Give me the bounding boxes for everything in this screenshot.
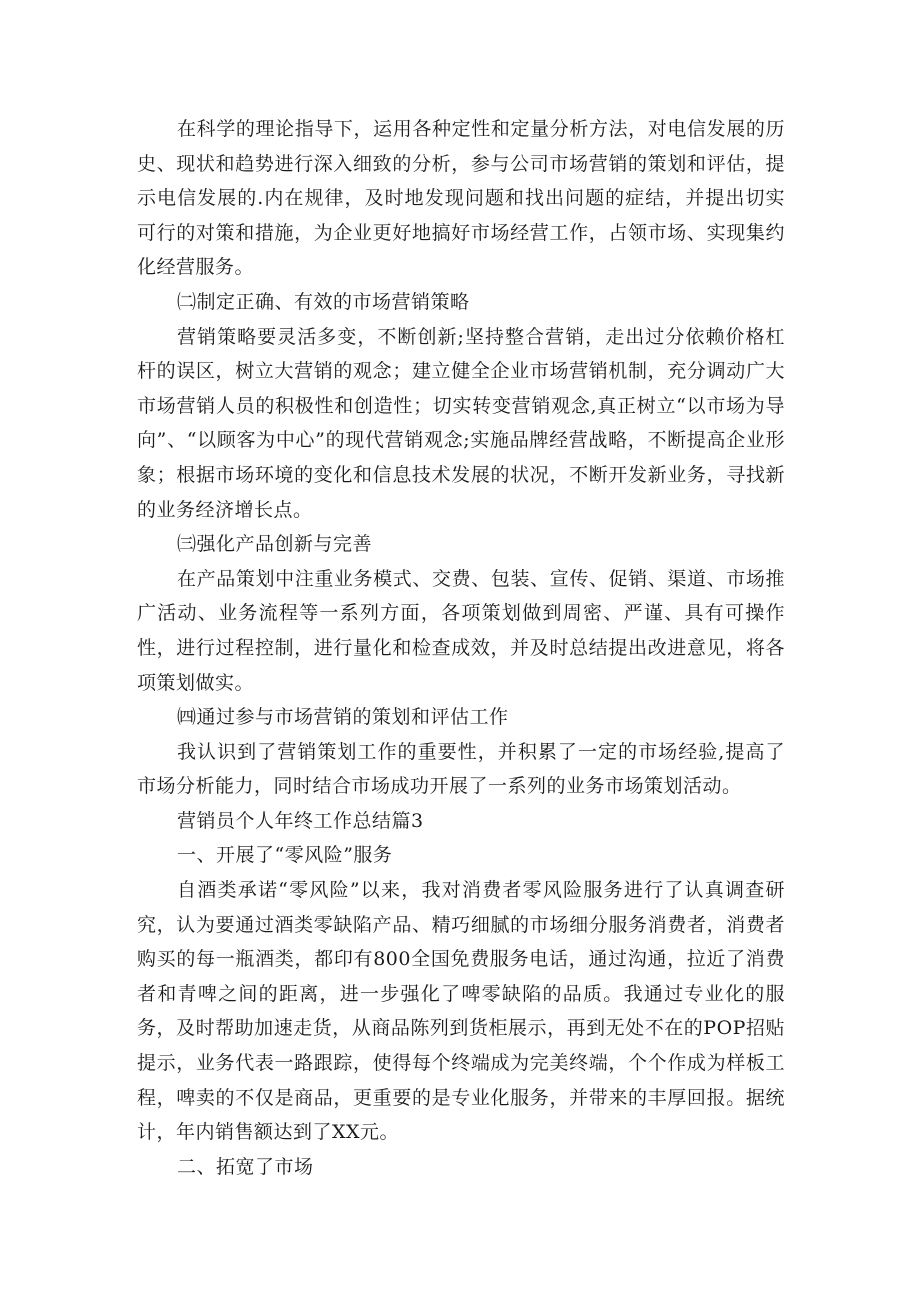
heading-marketing-strategy: ㈡制定正确、有效的市场营销策略 xyxy=(177,290,470,313)
paragraph-product-innovation: 在产品策划中注重业务模式、交费、包装、宣传、促销、渠道、市场推广活动、业务流程等一系列方面，各项策划做到周密、严谨、具有可操作性，进行过程控制，进行量化和检查成效，并及时总结提出改进意见，将各项策划做实。 xyxy=(137,567,785,694)
heading-zero-risk-service: 一、开展了“零风险”服务 xyxy=(177,844,393,867)
paragraph-marketing-strategy: 营销策略要灵活多变，不断创新;坚持整合营销，走出过分依赖价格杠杆的误区，树立大营销的观念；建立健全企业市场营销机制，充分调动广大市场营销人员的积极性和创造性；切实转变营销观念,真正树立“以市场为导向”、“以顾客为中心”的现代营销观念;实施品牌经营战略，不断提高企业形象；根据市场环境的变化和信息技术发展的状况，不断开发新业务，寻找新的业务经济增长点。 xyxy=(137,325,785,521)
paragraph-planning-evaluation: 我认识到了营销策划工作的重要性，并积累了一定的市场经验,提高了市场分析能力，同时结合市场成功开展了一系列的业务市场策划活动。 xyxy=(137,740,785,798)
heading-summary-part-3: 营销员个人年终工作总结篇3 xyxy=(177,809,424,832)
heading-product-innovation: ㈢强化产品创新与完善 xyxy=(177,533,373,556)
document-body xyxy=(137,112,785,1184)
paragraph-market-analysis: 在科学的理论指导下，运用各种定性和定量分析方法，对电信发展的历史、现状和趋势进行深入细致的分析，参与公司市场营销的策划和评估，提示电信发展的.内在规律，及时地发现问题和找出问题的症结，并提出切实可行的对策和措施，为企业更好地搞好市场经营工作，占领市场、实现集约化经营服务。 xyxy=(137,118,785,279)
heading-expand-market: 二、拓宽了市场 xyxy=(177,1155,314,1178)
heading-planning-evaluation: ㈣通过参与市场营销的策划和评估工作 xyxy=(177,706,509,729)
paragraph-zero-risk-service: 自酒类承诺“零风险”以来，我对消费者零风险服务进行了认真调查研究，认为要通过酒类零缺陷产品、精巧细腻的市场细分服务消费者，消费者购买的每一瓶酒类，都印有800全国免费服务电话，通过沟通，拉近了消费者和青啤之间的距离，进一步强化了啤零缺陷的品质。我通过专业化的服务，及时帮助加速走货，从商品陈列到货柜展示，再到无处不在的POP招贴提示，业务代表一路跟踪，使得每个终端成为完美终端，个个作成为样板工程，啤卖的不仅是商品，更重要的是专业化服务，并带来的丰厚回报。据统计，年内销售额达到了XX元。 xyxy=(137,879,785,1144)
